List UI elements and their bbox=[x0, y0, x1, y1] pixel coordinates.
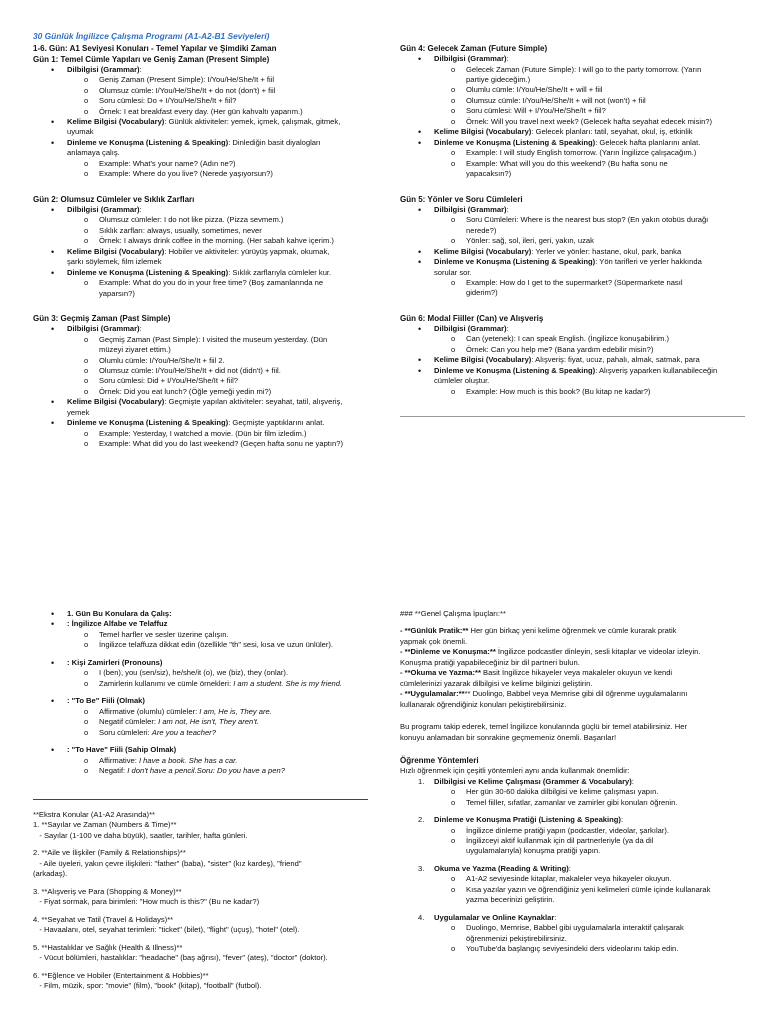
list-item: o İngilizce telaffuza dikkat edin (özellikle "th" sesi, kısa ve uzun ünlüler). bbox=[84, 640, 334, 650]
list-item-cont: yazma becerinizi geliştirin. bbox=[466, 895, 555, 905]
list-item: o YouTube'da başlangıç seviyesindeki ders videolarını takip edin. bbox=[451, 944, 679, 954]
day1-vocab-bullet: • Kelime Bilgisi (Vocabulary): Günlük aktiviteler: yemek, içmek, çalışmak, gitmek, bbox=[51, 117, 341, 127]
list-item-cont: uygulamalarıyla) konuşma pratiği yapın. bbox=[466, 846, 601, 856]
list-item: o Olumsuz cümle: I/You/He/She/It + did not (didn't) + fiil. bbox=[84, 365, 281, 375]
day6-listen-bullet: • Dinleme ve Konuşma (Listening & Speaking): Alışveriş yaparken kullanabileceğin bbox=[418, 365, 718, 376]
list-item-cont: yaparsın?) bbox=[99, 288, 135, 298]
list-item: o Örnek: I eat breakfast every day. (Her gün kahvaltı yaparım.) bbox=[84, 106, 303, 116]
to-be-bullet: • : "To Be" Fiili (Olmak) bbox=[51, 696, 145, 707]
day1-grammar-bullet: • Dilbilgisi (Grammar): bbox=[51, 64, 142, 75]
day5-listen-bullet: • Dinleme ve Konuşma (Listening & Speaking): Yön tarifleri ve yerler hakkında bbox=[418, 257, 702, 268]
list-item: o Yönler: sağ, sol, ileri, geri, yakın, uzak bbox=[451, 236, 594, 246]
day2-listen-bullet: • Dinleme ve Konuşma (Listening & Speaking): Sıklık zarflarıyla cümleler kur. bbox=[51, 267, 332, 278]
top-right-panel bbox=[400, 43, 745, 397]
tip-apps: - **Uygulamalar:**** Duolingo, Babbel veya Memrise gibi dil öğrenme uygulamalarını bbox=[400, 689, 688, 699]
list-item: o Affirmative (olumlu) cümleler: I am, He is, They are. bbox=[84, 706, 272, 716]
extra-heading: 3. **Alışveriş ve Para (Shopping & Money)** bbox=[33, 886, 182, 896]
list-item: o Example: I will study English tomorrow. (Yarın İngilizce çalışacağım.) bbox=[451, 148, 697, 158]
list-item: o Örnek: Can you help me? (Bana yardım edebilir misin?) bbox=[451, 344, 654, 354]
list-item: o Can (yetenek): I can speak English. (İngilizce konuşabilirim.) bbox=[451, 334, 670, 344]
closing-text: Bu programı takip ederek, temel İngilizce konularında güçlü bir temel atabilirsiniz. Her bbox=[400, 722, 688, 732]
day2-vocab-cont: şarkı söylemek, film izlemek bbox=[67, 257, 162, 267]
list-item: o Olumlu cümle: I/You/He/She/It + will + fiil bbox=[451, 85, 603, 95]
list-item: o Negatif cümleler: I am not, He isn't, They aren't. bbox=[84, 717, 259, 727]
list-item: o Duolingo, Memrise, Babbel gibi uygulamalarla interaktif çalışarak bbox=[451, 923, 684, 933]
to-have-bullet: • : "To Have" Fiili (Sahip Olmak) bbox=[51, 745, 177, 756]
method-listening: 2. Dinleme ve Konuşma Pratiği (Listening & Speaking): bbox=[418, 815, 624, 825]
day1-vocab-cont: uyumak bbox=[67, 127, 94, 137]
methods-title: Öğrenme Yöntemleri bbox=[400, 756, 479, 766]
tip-daily-cont: yapmak çok önemli. bbox=[400, 636, 468, 646]
list-item: o Soru cümleleri: Are you a teacher? bbox=[84, 727, 216, 737]
day3-vocab-bullet: • Kelime Bilgisi (Vocabulary): Geçmişte yapılan aktiviteler: seyahat, tatil, alışveriş, bbox=[51, 397, 343, 408]
document-title: 30 Günlük İngilizce Çalışma Programı (A1-A2-B1 Seviyeleri) bbox=[33, 31, 270, 41]
list-item: o Örnek: Will you travel next week? (Gelecek hafta seyahat edecek misin?) bbox=[451, 116, 713, 126]
day4-heading: Gün 4: Gelecek Zaman (Future Simple) bbox=[400, 44, 548, 53]
list-item: o Example: What's your name? (Adın ne?) bbox=[84, 158, 236, 168]
extra-desc: (arkadaş). bbox=[33, 869, 68, 879]
list-item-cont: yapacaksın?) bbox=[466, 169, 512, 179]
list-item: o Affirmative: I have a book. She has a car. bbox=[84, 755, 238, 765]
tips-title: ### **Genel Çalışma İpuçları:** bbox=[400, 609, 506, 618]
day4-listen-bullet: • Dinleme ve Konuşma (Listening & Speaking): Gelecek hafta planlarını anlat. bbox=[418, 137, 701, 148]
day2-grammar-bullet: • Dilbilgisi (Grammar): bbox=[51, 204, 142, 215]
methods-intro: Hızlı öğrenmek için çeşitli yöntemleri aynı anda kullanmak önemlidir: bbox=[400, 766, 630, 776]
tip-apps-cont: kullanarak öğrendiğiniz konuları pekiştirebilirsiniz. bbox=[400, 699, 567, 709]
intro-bullet: • 1. Gün Bu Konulara da Çalış: bbox=[51, 609, 172, 619]
list-item: o Örnek: I always drink coffee in the morning. (Her sabah kahve içerim.) bbox=[84, 236, 334, 246]
day5-heading: Gün 5: Yönler ve Soru Cümleleri bbox=[400, 194, 523, 204]
list-item-cont: giderim?) bbox=[466, 288, 498, 298]
day1-heading: Gün 1: Temel Cümle Yapıları ve Geniş Zaman (Present Simple) bbox=[33, 54, 270, 64]
list-item-cont: nerede?) bbox=[466, 225, 497, 235]
extra-desc: - Aile üyeleri, yakın çevre ilişkileri: "father" (baba), "sister" (kız kardeş), "friend" bbox=[33, 858, 302, 868]
day3-vocab-cont: yemek bbox=[67, 407, 90, 417]
extra-heading: 6. **Eğlence ve Hobiler (Entertainment & Hobbies)** bbox=[33, 970, 209, 980]
extra-desc: - Sayılar (1-100 ve daha büyük), saatler, tarihler, hafta günleri. bbox=[33, 830, 248, 840]
day4-grammar-bullet: • Dilbilgisi (Grammar): bbox=[418, 54, 509, 65]
bottom-right-panel bbox=[400, 609, 745, 955]
tip-listening: - **Dinleme ve Konuşma:** İngilizce podcastler dinleyin, sesli kitaplar ve videolar izleyin. bbox=[400, 647, 701, 657]
extra-heading: 1. **Sayılar ve Zaman (Numbers & Time)** bbox=[33, 820, 177, 830]
tip-listening-cont: Konuşma pratiği yapabileceğiniz bir dil partneri bulun. bbox=[400, 657, 580, 667]
method-reading: 3. Okuma ve Yazma (Reading & Writing): bbox=[418, 863, 571, 873]
list-item-cont: partiye gideceğim.) bbox=[466, 74, 531, 84]
list-item: o Soru cümlesi: Did + I/You/He/She/It + fiil? bbox=[84, 376, 239, 386]
day6-grammar-bullet: • Dilbilgisi (Grammar): bbox=[418, 323, 509, 334]
day3-listen-bullet: • Dinleme ve Konuşma (Listening & Speaking): Geçmişte yaptıklarını anlat. bbox=[51, 418, 325, 429]
list-item: o Geçmiş Zaman (Past Simple): I visited the museum yesterday. (Dün bbox=[84, 334, 328, 344]
day6-heading: Gün 6: Modal Fiiller (Can) ve Alışveriş bbox=[400, 313, 544, 323]
day6-vocab-bullet: • Kelime Bilgisi (Vocabulary): Alışveriş: fiyat, ucuz, pahalı, almak, satmak, para bbox=[418, 355, 700, 366]
list-item: o Example: How do I get to the supermarket? (Süpermarkete nasıl bbox=[451, 277, 683, 287]
extra-heading: 2. **Aile ve İlişkiler (Family & Relationships)** bbox=[33, 848, 186, 858]
list-item: o Her gün 30-60 dakika dilbilgisi ve kelime çalışması yapın. bbox=[451, 787, 659, 797]
list-item: o Olumsuz cümle: I/You/He/She/It + will not (won't) + fiil bbox=[451, 95, 646, 105]
list-item: o Temel fiiller, sıfatlar, zamanlar ve zamirler gibi konuları öğrenin. bbox=[451, 797, 678, 807]
day3-grammar-bullet: • Dilbilgisi (Grammar): bbox=[51, 324, 142, 335]
extra-heading: 4. **Seyahat ve Tatil (Travel & Holidays)** bbox=[33, 914, 174, 924]
closing-text-cont: konuyu anlamadan bir sonrakine geçmemeniz önemli. Başarılar! bbox=[400, 732, 617, 742]
top-right-divider bbox=[400, 416, 745, 417]
day5-listen-cont: sorular sor. bbox=[434, 267, 472, 277]
list-item: o Örnek: Did you eat lunch? (Öğle yemeği yedin mi?) bbox=[84, 386, 272, 396]
list-item: o Geniş Zaman (Present Simple): I/You/He/She/It + fiil bbox=[84, 75, 275, 85]
tip-reading: - **Okuma ve Yazma:** Basit İngilizce hikayeler veya makaleler okuyun ve kendi bbox=[400, 668, 673, 678]
list-item: o Example: What did you do last weekend? (Geçen hafta sonu ne yaptın?) bbox=[84, 439, 343, 449]
list-item: o Example: Where do you live? (Nerede yaşıyorsun?) bbox=[84, 169, 273, 179]
day3-heading: Gün 3: Geçmiş Zaman (Past Simple) bbox=[33, 314, 171, 324]
top-left-panel bbox=[33, 31, 383, 450]
day2-vocab-bullet: • Kelime Bilgisi (Vocabulary): Hobiler ve aktiviteler: yürüyüş yapmak, okumak, bbox=[51, 246, 330, 257]
day1-listen-cont: anlamaya çalış. bbox=[67, 148, 120, 158]
pronouns-bullet: • : Kişi Zamirleri (Pronouns) bbox=[51, 657, 163, 668]
list-item: o Olumsuz cümle: I/You/He/She/It + do not (don't) + fiil bbox=[84, 85, 276, 95]
list-item: o Temel harfler ve sesler üzerine çalışın. bbox=[84, 629, 229, 639]
extra-topics bbox=[33, 810, 373, 992]
list-item: o Soru Cümleleri: Where is the nearest bus stop? (En yakın otobüs durağı bbox=[451, 215, 709, 225]
list-item: o A1-A2 seviyesinde kitaplar, makaleler veya hikayeler okuyun. bbox=[451, 874, 672, 884]
day5-vocab-bullet: • Kelime Bilgisi (Vocabulary): Yerler ve yönler: hastane, okul, park, banka bbox=[418, 246, 682, 257]
extra-heading: 5. **Hastalıklar ve Sağlık (Health & Illness)** bbox=[33, 942, 183, 952]
list-item: o Example: What do you do in your free time? (Boş zamanlarında ne bbox=[84, 278, 324, 288]
list-item: o Kısa yazılar yazın ve öğrendiğiniz yeni kelimeleri cümle içinde kullanarak bbox=[451, 884, 711, 894]
day2-heading: Gün 2: Olumsuz Cümleler ve Sıklık Zarfları bbox=[33, 194, 195, 204]
extra-desc: - Havaalanı, otel, seyahat terimleri: "ticket" (bilet), "flight" (uçuş), "hotel" (otel). bbox=[33, 925, 300, 935]
section-subtitle: 1-6. Gün: A1 Seviyesi Konuları - Temel Yapılar ve Şimdiki Zaman bbox=[33, 43, 277, 53]
tip-reading-cont: cümlelerinizi yazarak dilbilgisi ve kelime bilginizi geliştirin. bbox=[400, 678, 593, 688]
list-item-cont: öğrenmenizi pekiştirebilirsiniz. bbox=[466, 933, 567, 943]
day6-listen-cont: cümleler oluştur. bbox=[434, 376, 490, 386]
list-item-cont: müzeyi ziyaret ettim.) bbox=[99, 345, 171, 355]
tip-daily: - **Günlük Pratik:** Her gün birkaç yeni kelime öğrenmek ve cümle kurarak pratik bbox=[400, 626, 677, 636]
list-item: o Olumsuz cümleler: I do not like pizza. (Pizza sevmem.) bbox=[84, 215, 284, 225]
alphabet-bullet: • : İngilizce Alfabe ve Telaffuz bbox=[51, 619, 168, 630]
list-item: o Zamirlerin kullanımı ve cümle örnekleri: I am a student. She is my friend. bbox=[84, 678, 343, 688]
method-apps: 4. Uygulamalar ve Online Kaynaklar: bbox=[418, 912, 557, 922]
list-item: o Gelecek Zaman (Future Simple): I will go to the party tomorrow. (Yarın bbox=[451, 64, 702, 74]
extra-title: **Ekstra Konular (A1-A2 Arasında)** bbox=[33, 810, 155, 819]
horizontal-rule bbox=[33, 799, 368, 800]
day5-grammar-bullet: • Dilbilgisi (Grammar): bbox=[418, 204, 509, 215]
bottom-left-panel bbox=[33, 609, 373, 777]
list-item: o Soru cümlesi: Do + I/You/He/She/It + fiil? bbox=[84, 96, 237, 106]
list-item: o Example: Yesterday, I watched a movie. (Dün bir film izledim.) bbox=[84, 428, 307, 438]
list-item: o İngilizceyi aktif kullanmak için dil partnerleriyle (ya da dil bbox=[451, 836, 654, 845]
list-item: o Example: How much is this book? (Bu kitap ne kadar?) bbox=[451, 386, 651, 396]
list-item: o İngilizce dinleme pratiği yapın (podcastler, videolar, şarkılar). bbox=[451, 825, 670, 835]
method-grammar: 1. Dilbilgisi ve Kelime Çalışması (Grammer & Vocabulary): bbox=[418, 776, 634, 786]
list-item: o Negatif: I don't have a pencil.Soru: Do you have a pen? bbox=[84, 766, 285, 776]
day4-vocab-bullet: • Kelime Bilgisi (Vocabulary): Gelecek planları: tatil, seyahat, okul, iş, etkinlik bbox=[418, 127, 693, 138]
list-item: o Olumlu cümle: I/You/He/She/It + fiil 2. bbox=[84, 355, 225, 365]
extra-desc: - Vücut bölümleri, hastalıklar: "headache" (baş ağrısı), "fever" (ateş), "doctor" (doktor). bbox=[33, 953, 328, 963]
day1-listen-bullet: • Dinleme ve Konuşma (Listening & Speaking): Dinlediğin basit diyalogları bbox=[51, 137, 321, 148]
extra-desc: - Film, müzik, spor: "movie" (film), "book" (kitap), "football" (futbol). bbox=[33, 981, 262, 991]
list-item: o Soru cümlesi: Will + I/You/He/She/It + fiil? bbox=[451, 106, 606, 116]
list-item: o Example: What will you do this weekend? (Bu hafta sonu ne bbox=[451, 158, 668, 168]
extra-desc: - Fiyat sormak, para birimleri: "How much is this?" (Bu ne kadar?) bbox=[33, 897, 260, 907]
list-item: o I (ben), you (sen/siz), he/she/it (o), we (biz), they (onlar). bbox=[84, 668, 289, 678]
list-item: o Sıklık zarfları: always, usually, sometimes, never bbox=[84, 225, 262, 235]
